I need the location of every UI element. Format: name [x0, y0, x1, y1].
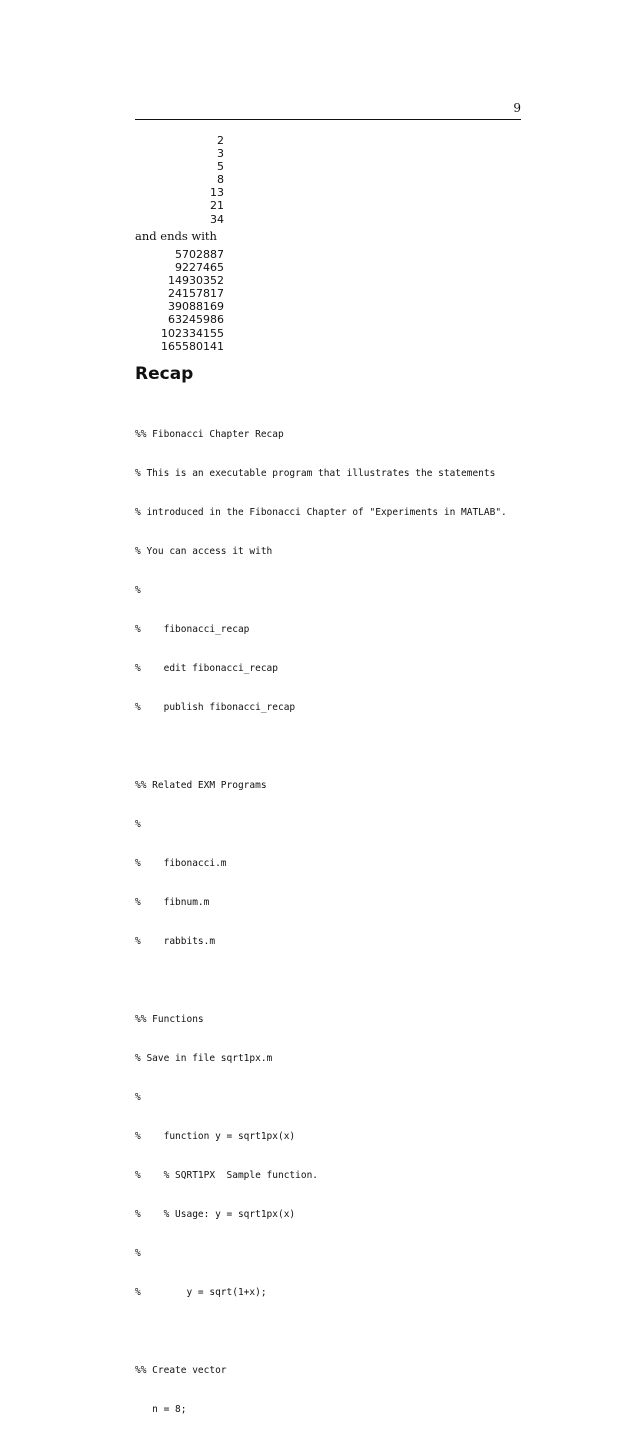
code-line: % You can access it with: [135, 546, 273, 557]
sequence-value: 24157817: [168, 287, 224, 301]
code-line: %% Create vector: [135, 1365, 227, 1376]
sequence-value: 5: [217, 160, 224, 174]
code-line: n = 8;: [135, 1404, 187, 1415]
code-line: % edit fibonacci_recap: [135, 663, 278, 674]
code-line: % fibnum.m: [135, 897, 210, 908]
sequence-value: 13: [210, 186, 224, 200]
code-line: % Save in file sqrt1px.m: [135, 1053, 273, 1064]
sequence-value: 8: [217, 173, 224, 187]
last-sequence: [150, 248, 224, 353]
sequence-value: 21: [210, 199, 224, 213]
sequence-value: 102334155: [161, 326, 224, 340]
code-line: % function y = sqrt1px(x): [135, 1131, 296, 1142]
sequence-value: 34: [210, 212, 224, 226]
code-line: % y = sqrt(1+x);: [135, 1287, 267, 1298]
code-line: % % SQRT1PX Sample function.: [135, 1170, 319, 1181]
code-line: % rabbits.m: [135, 936, 216, 947]
sequence-value: 3: [217, 147, 224, 161]
code-line: [135, 974, 535, 987]
code-line: %: [135, 1248, 141, 1259]
code-block: [135, 402, 535, 1429]
code-line: % fibonacci.m: [135, 858, 227, 869]
code-line: % publish fibonacci_recap: [135, 702, 296, 713]
code-line: %: [135, 585, 141, 596]
sequence-value: 9227465: [175, 261, 224, 275]
code-line: %% Functions: [135, 1014, 204, 1025]
code-line: [135, 740, 535, 753]
code-line: [135, 1325, 535, 1338]
section-heading: Recap: [135, 364, 194, 384]
sequence-value: 2: [217, 134, 224, 147]
code-line: %: [135, 819, 141, 830]
sequence-value: 39088169: [168, 300, 224, 314]
code-line: % fibonacci_recap: [135, 624, 250, 635]
code-line: %% Fibonacci Chapter Recap: [135, 429, 284, 440]
sequence-value: 14930352: [168, 274, 224, 288]
header-rule: [135, 119, 521, 120]
code-line: %: [135, 1092, 141, 1103]
sequence-value: 165580141: [161, 339, 224, 353]
code-line: % introduced in the Fibonacci Chapter of "Experiments in MATLAB".: [135, 507, 507, 518]
code-line: % % Usage: y = sqrt1px(x): [135, 1209, 296, 1220]
ends-with-text: and ends with: [135, 229, 217, 243]
code-line: % This is an executable program that illustrates the statements: [135, 468, 496, 479]
first-sequence: [150, 134, 224, 226]
sequence-value: 63245986: [168, 313, 224, 327]
code-line: %% Related EXM Programs: [135, 780, 267, 791]
page-number: 9: [513, 101, 521, 115]
sequence-value: 5702887: [175, 248, 224, 261]
